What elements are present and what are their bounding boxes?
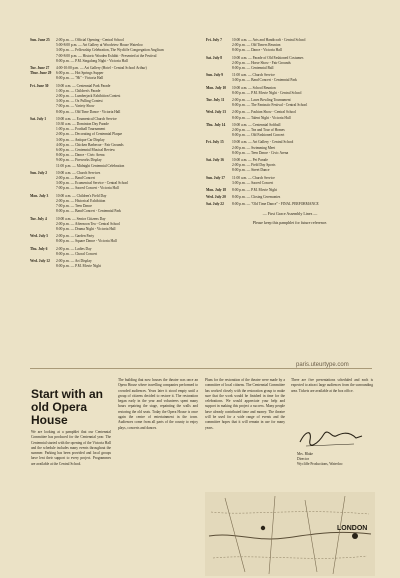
schedule-event: 8:00 p.m. — Centennial Ball xyxy=(232,66,274,71)
article-column-4: There are five presentations scheduled and each is expected to attract large audiences from the surrounding area. Tickets are available at the box office. xyxy=(291,378,373,393)
schedule-event: 10:00 a.m. — Arts and Handicraft - Central School xyxy=(232,38,306,42)
schedule-date: Fri. July 7 xyxy=(206,38,222,42)
schedule-event: 8:00 p.m. — P.M. Movie Night - Central School xyxy=(232,90,302,95)
schedule-date: Mon. July 3 xyxy=(30,193,49,198)
schedule-day xyxy=(206,123,372,139)
schedule-event: 4:00 p.m. — Chicken Barbecue - Fair Grounds xyxy=(56,142,124,147)
schedule-date: Sat. July 22 xyxy=(206,202,224,207)
schedule-event: 8:00 p.m. — Drama Night - Victoria Hall xyxy=(56,226,116,231)
schedule-date: Thu. July 14 xyxy=(206,122,226,127)
schedule-event: 8:00 p.m. — Band Concert - Centennial Park xyxy=(56,209,121,214)
schedule-event: 3:00 p.m. — Ox Pulling Contest xyxy=(56,99,103,104)
article-headline: Start with an old Opera House xyxy=(31,387,104,427)
schedule-date: Tue. June 27 Thur. June 29 xyxy=(30,66,52,76)
event-schedule xyxy=(30,38,372,360)
credit-title: Director xyxy=(297,457,309,461)
schedule-day xyxy=(206,98,372,108)
schedule-event: 8:00 p.m. — Square Dance - Victoria Hall xyxy=(56,239,117,244)
map-town-marker xyxy=(261,526,265,530)
schedule-date: Sun. July 17 xyxy=(206,175,225,180)
schedule-date: Mon. July 10 xyxy=(206,85,227,90)
schedule-event: 7:00-8:00 p.m. — Historic Wooden Exhibit - Presented at the Festival xyxy=(56,53,157,58)
article-credit xyxy=(297,452,342,467)
schedule-date: Sat. July 1 xyxy=(30,116,47,121)
schedule-day xyxy=(30,234,198,244)
schedule-event: 10:00 a.m. — Centennial Softball xyxy=(232,122,281,127)
article-column-3: Plans for the restoration of the theatre were made by a committee of local citizens. The Centennial Committee has worked closely with the restoration group to make sure that the work would be finished in time for the celebrations. We would appreciate your help and support in making this project a success. Many people have already contributed time and money. The theatre will be used for a wide range of events and the committee hopes that it will remain in use for many years. xyxy=(205,378,285,430)
schedule-events xyxy=(232,176,372,186)
schedule-events xyxy=(232,110,372,120)
schedule-day xyxy=(206,195,372,200)
schedule-right-column xyxy=(206,38,372,226)
schedule-day xyxy=(30,217,198,233)
schedule-event: 6:00 p.m. — Centennial Musical Review xyxy=(56,148,115,153)
schedule-events xyxy=(232,195,372,200)
schedule-date: Sun. July 2 xyxy=(30,170,48,175)
schedule-event: 8:00 p.m. — "Old Time Dance" - FINAL PERFORMANCE xyxy=(232,202,319,207)
schedule-date: Mon. July 18 xyxy=(206,188,227,193)
section-divider xyxy=(30,368,372,369)
schedule-event: 8:00 p.m. — Old Time Dance - Victoria Hall xyxy=(56,109,121,114)
schedule-event: 10:00 a.m. — Pet Parade xyxy=(232,158,268,163)
credit-organization: Wycliffe Productions, Waterloo xyxy=(297,462,343,466)
schedule-event: 2:00 p.m. — Old Timers Reunion xyxy=(232,43,281,48)
schedule-event: 10:00 a.m. — Centennial Park Parade xyxy=(56,83,111,88)
credit-name: Mrs. Blake xyxy=(297,452,313,456)
schedule-events xyxy=(232,56,372,72)
watermark: paris.uteurtype.com xyxy=(296,362,349,368)
schedule-event: 11:00 a.m. — Church Service xyxy=(232,175,275,180)
schedule-day xyxy=(206,176,372,186)
signature-image xyxy=(296,424,366,450)
schedule-event: 8:00 p.m. — Teen Dance - Civic Arena xyxy=(232,150,289,155)
schedule-events xyxy=(232,38,372,54)
schedule-date: Wed. July 5 xyxy=(30,234,49,239)
schedule-day xyxy=(30,117,198,169)
schedule-events xyxy=(56,84,198,115)
schedule-event: 8:00 p.m. — P.M. Movie Night xyxy=(56,264,102,269)
schedule-event: 11:00 p.m. — Midnight Centennial Celebration xyxy=(56,163,125,168)
schedule-date: Tue. July 4 xyxy=(30,216,47,221)
map-city-label: LONDON xyxy=(337,525,368,532)
schedule-event: 2:00 p.m. — Ladies Day xyxy=(56,246,92,251)
schedule-date: Thu. July 6 xyxy=(30,246,48,251)
schedule-events xyxy=(56,117,198,169)
schedule-event: 7:00 p.m. — Teen Dance xyxy=(56,204,93,209)
schedule-event: 8:00 p.m. — Closing Ceremonies xyxy=(232,195,281,200)
schedule-event: 3:00 p.m. — Sacred Concert xyxy=(232,180,274,185)
schedule-event: 8:00 p.m. — Dance - Civic Arena xyxy=(56,153,105,158)
schedule-event: 10:00 a.m. — Children's Field Day xyxy=(56,193,107,198)
schedule-events xyxy=(56,259,198,269)
schedule-event: 8:00 p.m. — Talent Night - Victoria Hall xyxy=(232,115,291,120)
schedule-events xyxy=(56,38,198,64)
schedule-event: 10:00 a.m. — Parade of Old Fashioned Costumes xyxy=(232,55,304,60)
schedule-left-column xyxy=(30,38,198,271)
schedule-event: 11:00 a.m. — Church Service xyxy=(232,73,275,78)
schedule-day xyxy=(206,86,372,96)
schedule-event: 8:00 p.m. — Choral Concert xyxy=(56,251,98,256)
schedule-event: 3:00 p.m. — Fellowship Celebration, The Wycliffe Congregation Anglican xyxy=(56,48,164,53)
article-column-2: The building that now houses the theatre was once an Opera House where travelling companies performed to crowded audiences. Years later it stood empty until a group of citizens decided to restore it. The restoration began early in the year and volunteers spent many hours repairing the stage, repainting the walls and restoring the old seats. Today the Opera House is once again the centre of entertainment in the town. Audiences come from all parts of the county to enjoy plays, concerts and dances. xyxy=(118,378,198,430)
schedule-event: 6:00 p.m. — Hot Springs Supper xyxy=(56,71,104,76)
schedule-day xyxy=(30,247,198,257)
schedule-date: Wed. July 13 xyxy=(206,110,226,115)
schedule-events xyxy=(56,217,198,233)
schedule-events xyxy=(56,66,198,82)
schedule-event: 8:00 p.m. — P.M. Singalong Night - Victoria Hall xyxy=(56,58,128,63)
schedule-event: 5:00-8:00 p.m. — Art Gallery at Woodview House Waterloo xyxy=(56,43,143,48)
map-city-marker xyxy=(352,533,358,539)
schedule-event: 9:00 p.m. — Fireworks Display xyxy=(56,158,102,163)
schedule-date: Wed. July 20 xyxy=(206,195,226,200)
schedule-event: 2:00 p.m. — Fashion Show - Central School xyxy=(232,110,296,115)
schedule-event: 2:00 p.m. — Band Concert xyxy=(56,176,95,181)
schedule-event: 10:00 a.m. — School Reunion xyxy=(232,85,276,90)
schedule-footer-note: — First Grace Assembly Lines — xyxy=(262,210,318,216)
schedule-event: 2:00 p.m. — Decorating of Centennial Plaque xyxy=(56,132,123,137)
schedule-date: Fri. June 30 xyxy=(30,83,49,88)
schedule-footer-note: Please keep this pamphlet for future reference. xyxy=(252,219,328,225)
schedule-day xyxy=(206,56,372,72)
schedule-events xyxy=(56,234,198,244)
schedule-event: 7:00 p.m. — Sacred Concert - Victoria Hall xyxy=(56,186,119,191)
schedule-date: Sat. July 16 xyxy=(206,158,224,163)
schedule-events xyxy=(232,73,372,83)
schedule-events xyxy=(56,171,198,192)
schedule-day xyxy=(30,194,198,215)
schedule-events xyxy=(232,140,372,156)
schedule-event: 8:00 p.m. — "Hi" - Victoria Hall xyxy=(56,76,104,81)
schedule-day xyxy=(30,84,198,115)
schedule-event: 2:00 p.m. — Lawn Bowling Tournament xyxy=(232,98,291,103)
schedule-date: Fri. July 15 xyxy=(206,140,224,145)
article-column-1: We are looking at a pamphlet that our Centennial Committee has produced for the Centennial year. The Centennial started with the opening of the Victoria Hall and the schedule includes many events throughout the summer. Parking has been provided and local groups have lent their support to every project. Programmes are available at the Central School. xyxy=(31,430,111,466)
schedule-day xyxy=(206,188,372,193)
schedule-event: 2:00 p.m. — Official Opening - Central School xyxy=(56,38,124,42)
schedule-event: 3:00 p.m. — Ecumenical Service - Central School xyxy=(56,181,129,186)
schedule-event: 1:00 p.m. — Football Tournament xyxy=(56,127,106,132)
schedule-day xyxy=(30,171,198,192)
schedule-event: 2:00 p.m. — Lumberjack Exhibition Contest xyxy=(56,94,121,99)
schedule-event: 10:30 a.m. — Dominion Day Parade xyxy=(56,122,109,127)
schedule-event: 8:00 p.m. — Street Dance xyxy=(232,168,270,173)
schedule-events xyxy=(232,188,372,193)
schedule-date: Sun. July 9 xyxy=(206,73,224,78)
schedule-events xyxy=(232,98,372,108)
schedule-event: 1:00 p.m. — Children's Parade xyxy=(56,88,101,93)
schedule-day xyxy=(206,38,372,54)
schedule-day xyxy=(30,38,198,64)
schedule-event: 3:00 p.m. — Antique Car Display xyxy=(56,137,105,142)
schedule-events xyxy=(56,247,198,257)
schedule-event: 2:00 p.m. — Garden Party xyxy=(56,234,95,239)
schedule-event: 2:00 p.m. — Field Day Sports xyxy=(232,163,276,168)
schedule-events xyxy=(232,123,372,139)
schedule-event: 10:00 a.m. — Ecumenical Church Service xyxy=(56,116,117,121)
schedule-events xyxy=(232,86,372,96)
schedule-day xyxy=(206,158,372,174)
schedule-date: Sun. June 25 xyxy=(30,38,50,42)
area-map xyxy=(205,492,375,576)
schedule-event: 2:00 p.m. — Art Display xyxy=(56,258,92,263)
schedule-date: Sat. July 8 xyxy=(206,55,223,60)
schedule-event: 7:00 p.m. — Variety Show xyxy=(56,104,95,109)
schedule-day xyxy=(206,140,372,156)
schedule-event: 2:00 p.m. — Tea and Tour of Homes xyxy=(232,128,285,133)
schedule-event: 2:00 p.m. — Afternoon Tea - Central School xyxy=(56,221,121,226)
schedule-events xyxy=(232,158,372,174)
schedule-event: 10:00 a.m. — Art Gallery - Central School xyxy=(232,140,294,145)
schedule-events xyxy=(56,194,198,215)
schedule-day xyxy=(206,110,372,120)
schedule-day xyxy=(206,73,372,83)
schedule-event: 3:00 p.m. — Band Concert - Centennial Park xyxy=(232,78,297,83)
schedule-day xyxy=(30,66,198,82)
schedule-day xyxy=(206,202,372,207)
schedule-event: 10:00 a.m. — Senior Citizens Day xyxy=(56,216,106,221)
schedule-event: 8:00 p.m. — Old Fashioned Concert xyxy=(232,133,285,138)
schedule-day xyxy=(30,259,198,269)
schedule-event: 8:00 p.m. — Dance - Victoria Hall xyxy=(232,48,282,53)
schedule-event: 4:00-10:00 p.m. — Art Gallery (Hotel - Central School Arthur) xyxy=(56,66,147,71)
schedule-date: Tue. July 11 xyxy=(206,98,225,103)
schedule-date: Wed. July 12 xyxy=(30,258,50,263)
schedule-event: 2:00 p.m. — Historical Exhibition xyxy=(56,198,106,203)
schedule-events xyxy=(232,202,372,207)
schedule-event: 8:00 p.m. — P.M. Movie Night xyxy=(232,188,278,193)
schedule-event: 2:00 p.m. — Swimming Meet xyxy=(232,145,276,150)
schedule-event: 2:00 p.m. — Horse Show - Fair Grounds xyxy=(232,60,291,65)
schedule-event: 10:00 a.m. — Church Services xyxy=(56,170,101,175)
schedule-event: 8:00 p.m. — The Fantastic Festival - Central School xyxy=(232,103,308,108)
